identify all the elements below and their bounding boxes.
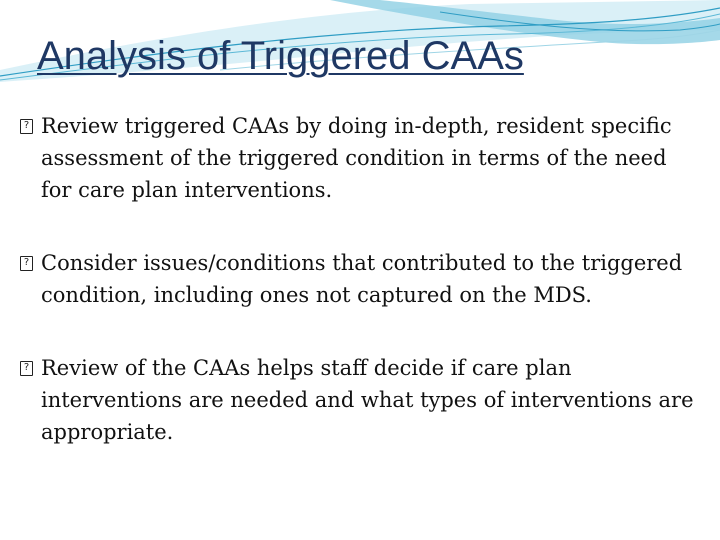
bullet-text: Review triggered CAAs by doing in-depth, resident specific assessment of the triggered condition in terms of the need for care plan interventions.	[41, 114, 672, 202]
missing-glyph-icon	[20, 256, 33, 271]
missing-glyph-icon	[20, 119, 33, 134]
missing-glyph-icon	[20, 361, 33, 376]
bullet-text: Consider issues/conditions that contributed to the triggered condition, including ones not captured on the MDS.	[41, 251, 683, 307]
slide-title: Analysis of Triggered CAAs	[37, 34, 524, 78]
bullet-item	[20, 352, 700, 448]
bullet-list	[20, 110, 700, 489]
bullet-item	[20, 110, 700, 206]
bullet-text: Review of the CAAs helps staff decide if care plan interventions are needed and what types of interventions are appropriate.	[41, 356, 694, 444]
bullet-item	[20, 247, 700, 311]
